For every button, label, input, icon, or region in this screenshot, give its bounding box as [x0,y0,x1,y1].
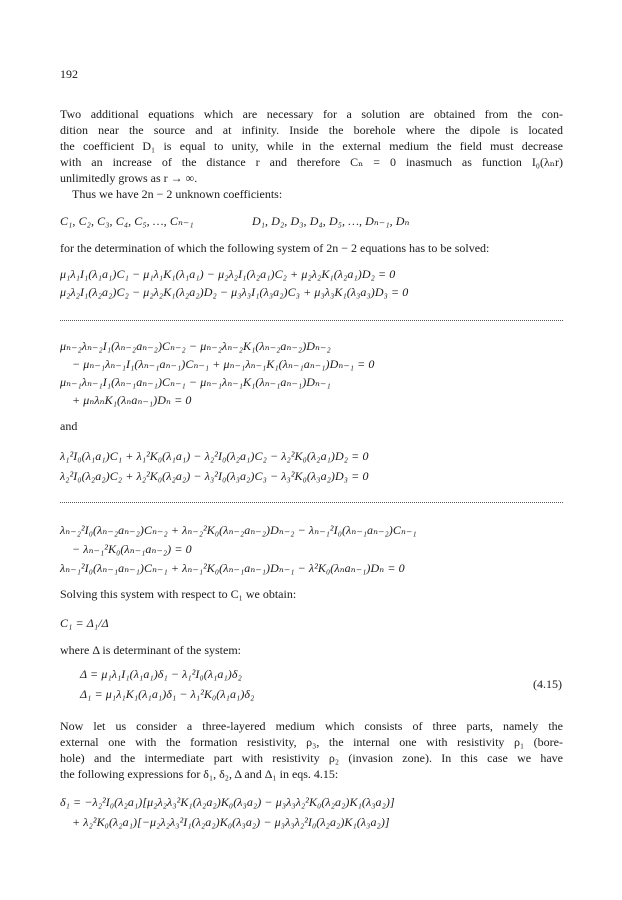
equation: μₙ₋₁λₙ₋₁I₁(λₙ₋₁aₙ₋₁)Cₙ₋₁ − μₙ₋₁λₙ₋₁K₁(λₙ₋₁aₙ₋₁)Dₙ₋₁ [60,375,331,389]
text-line: Now let us consider a three-layered medium which consists of three parts, namely the [60,719,563,733]
equation: + λ₂²K₀(λ₂a₁)[−μ₂λ₂λ₃²I₁(λ₂a₂)K₀(λ₃a₂) − μ₃λ₃λ₂²I₀(λ₂a₂)K₁(λ₃a₂)] [72,815,390,829]
text-line: Two additional equations which are necessary for a solution are obtained from the con- [60,107,563,121]
equation: λₙ₋₁²I₀(λₙ₋₁aₙ₋₁)Cₙ₋₁ + λₙ₋₁²K₀(λₙ₋₁aₙ₋₁)Dₙ₋₁ − λ²K₀(λₙaₙ₋₁)Dₙ = 0 [60,561,405,575]
equation: μ₂λ₂I₁(λ₂a₂)C₂ − μ₂λ₂K₁(λ₂a₂)D₂ − μ₃λ₃I₁(λ₃a₂)C₃ + μ₃λ₃K₁(λ₃a₃)D₃ = 0 [60,285,409,299]
text-line: dition near the source and at infinity. Inside the borehole where the dipole is located [60,123,563,137]
page-number: 192 [60,67,78,81]
dotted-separator [60,500,563,503]
text-line: unlimitedly grows as r → ∞. [60,171,198,185]
paragraph-solving: Solving this system with respect to C₁ we obtain: [60,587,297,601]
text-line: with an increase of the distance r and therefore Cₙ = 0 inasmuch as function I₀(λₙr) [60,155,563,169]
equation: Δ = μ₁λ₁I₁(λ₁a₁)δ₁ − λ₁²I₀(λ₁a₁)δ₂ [80,667,242,681]
dotted-separator [60,318,563,321]
text-line: hole) and the intermediate part with resistivity ρ₂ (invasion zone). In this case we have [60,751,563,765]
equation: − λₙ₋₁²K₀(λₙ₋₁aₙ₋₂) = 0 [72,542,192,556]
equation: Δ₁ = μ₁λ₁K₁(λ₁a₁)δ₁ − λ₁²K₀(λ₁a₁)δ₂ [80,687,255,701]
and-word: and [60,419,78,433]
paragraph-determinant: where Δ is determinant of the system: [60,643,242,657]
equation: λ₂²I₀(λ₂a₂)C₂ + λ₂²K₀(λ₂a₂) − λ₃²I₀(λ₃a₂)C₃ − λ₃²K₀(λ₃a₂)D₃ = 0 [60,469,369,483]
equation: μₙ₋₂λₙ₋₂I₁(λₙ₋₂aₙ₋₂)Cₙ₋₂ − μₙ₋₂λₙ₋₂K₁(λₙ₋₂aₙ₋₂)Dₙ₋₂ [60,339,331,353]
paragraph-system-intro: for the determination of which the following system of 2n − 2 equations has to be solved: [60,241,490,255]
equation-number: (4.15) [533,677,562,691]
equation: δ₁ = −λ₂²I₀(λ₂a₁)[μ₂λ₂λ₃²K₁(λ₂a₂)K₀(λ₃a₂) − μ₃λ₃λ₂²K₀(λ₂a₂)K₁(λ₃a₂)] [60,795,395,809]
text-line: the coefficient D₁ is equal to unity, while in the external medium the field must decrease [60,139,563,153]
c1-formula: C₁ = Δ₁/Δ [60,616,109,630]
coefficients-d: D₁, D₂, D₃, D₄, D₅, …, Dₙ₋₁, Dₙ [252,214,410,228]
text-line: external one with the formation resistivity, ρ₃, the internal one with resistivity ρ₁ (bore- [60,735,563,749]
equation: μ₁λ₁I₁(λ₁a₁)C₁ − μ₁λ₁K₁(λ₁a₁) − μ₂λ₂I₁(λ₂a₁)C₂ + μ₂λ₂K₁(λ₂a₁)D₂ = 0 [60,267,396,281]
equation: λ₁²I₀(λ₁a₁)C₁ + λ₁²K₀(λ₁a₁) − λ₂²I₀(λ₂a₁)C₂ − λ₂²K₀(λ₂a₁)D₂ = 0 [60,449,369,463]
paragraph-unknowns: Thus we have 2n − 2 unknown coefficients: [72,187,283,201]
equation: + μₙλₙK₁(λₙaₙ₋₁)Dₙ = 0 [72,393,192,407]
equation: − μₙ₋₁λₙ₋₁I₁(λₙ₋₁aₙ₋₁)Cₙ₋₁ + μₙ₋₁λₙ₋₁K₁(λₙ₋₁aₙ₋₁)Dₙ₋₁ = 0 [72,357,375,371]
coefficients-c: C₁, C₂, C₃, C₄, C₅, …, Cₙ₋₁ [60,214,194,228]
equation: λₙ₋₂²I₀(λₙ₋₂aₙ₋₂)Cₙ₋₂ + λₙ₋₂²K₀(λₙ₋₂aₙ₋₂)Dₙ₋₂ − λₙ₋₁²I₀(λₙ₋₁aₙ₋₂)Cₙ₋₁ [60,523,417,537]
text-line: the following expressions for δ₁, δ₂, Δ and Δ₁ in eqs. 4.15: [60,767,339,781]
